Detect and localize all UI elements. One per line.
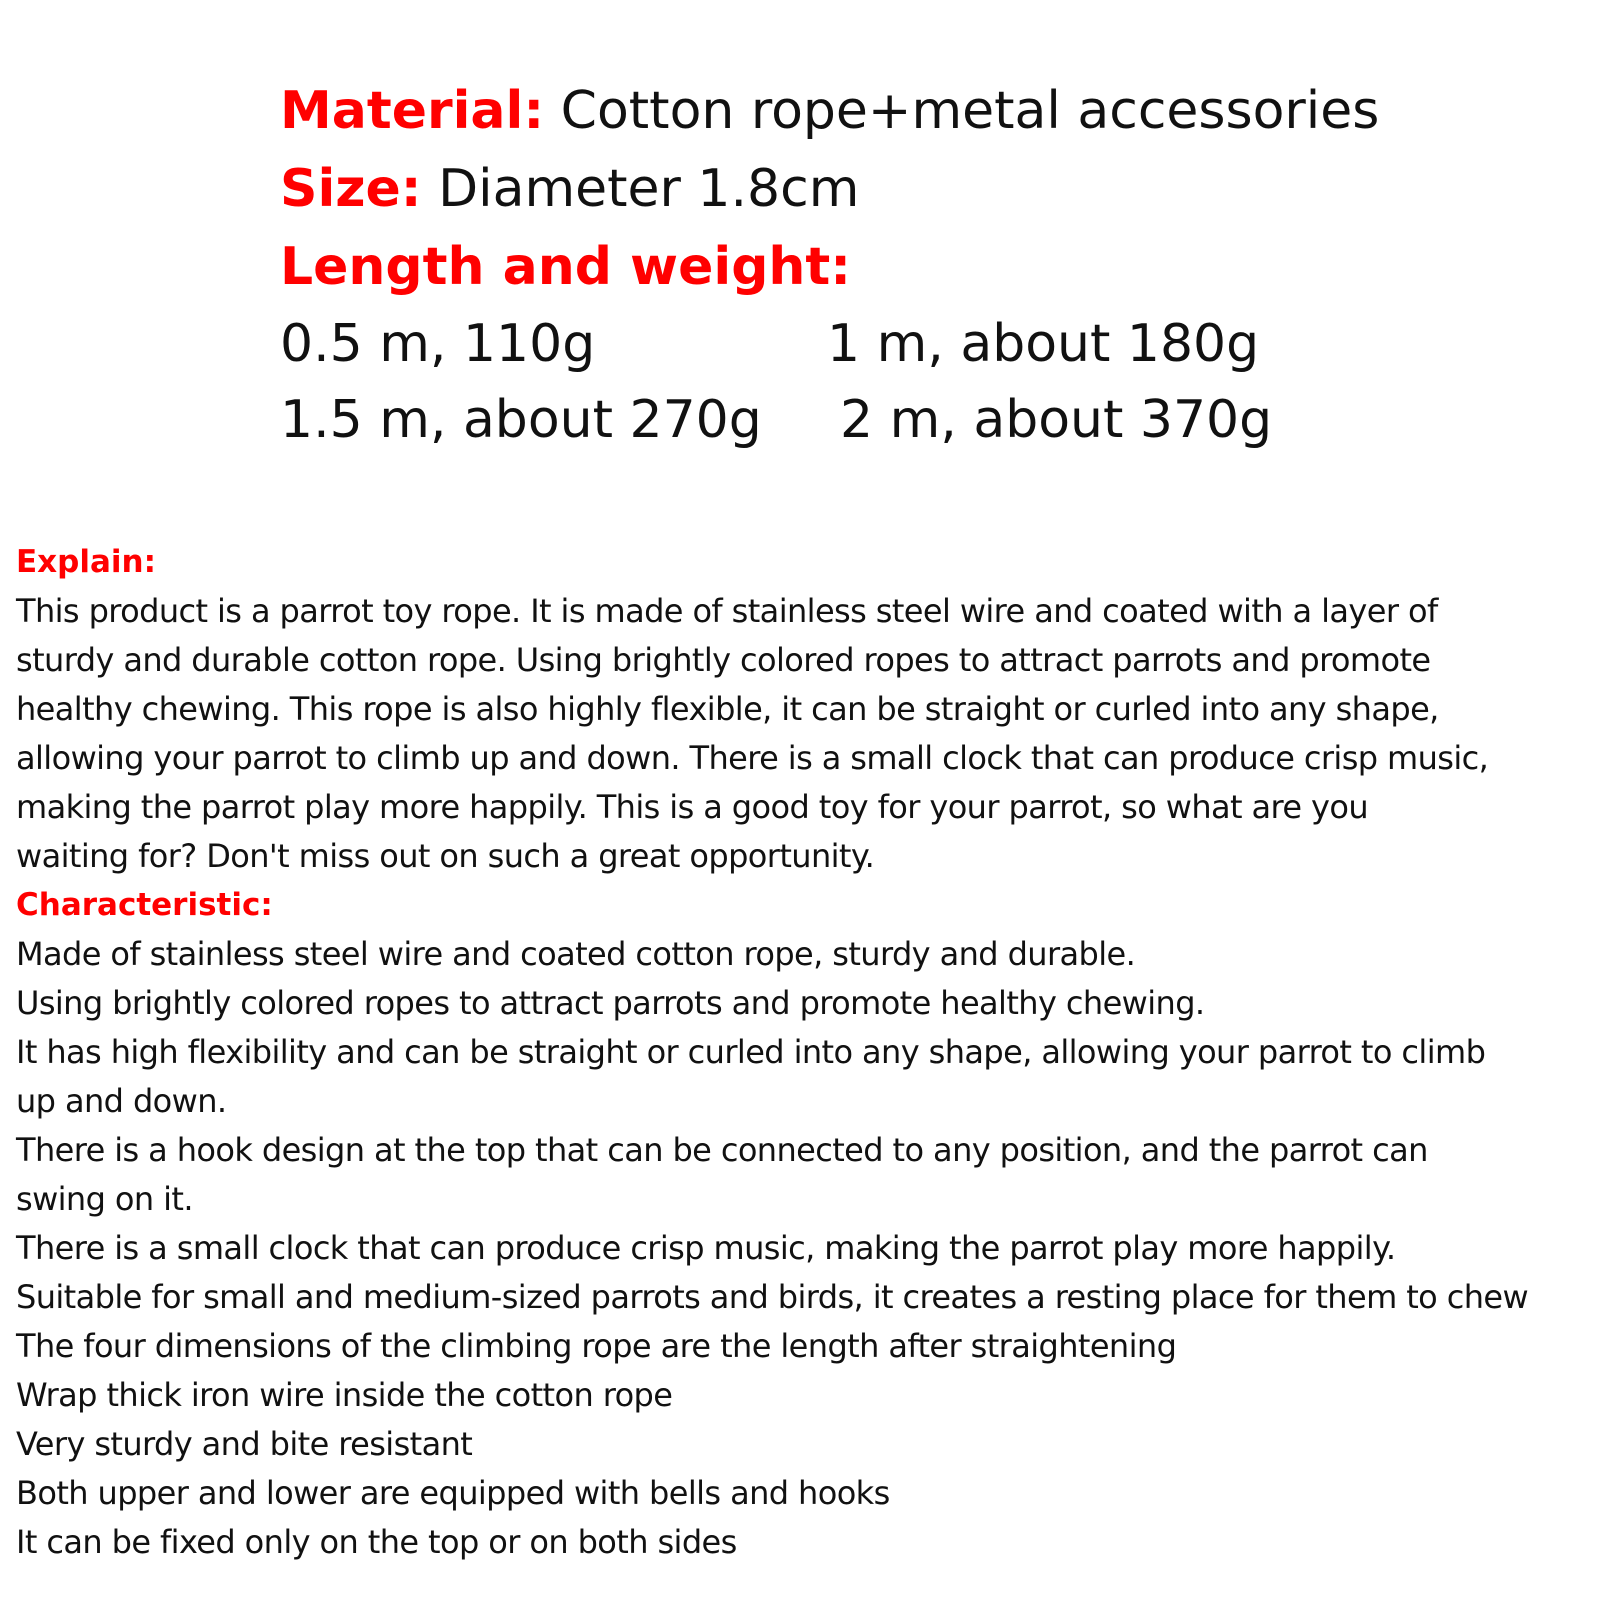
length-weight-heading-line: [280, 228, 1520, 306]
characteristic-line: Suitable for small and medium-sized parrots and birds, it creates a resting place for them to chew: [16, 1278, 1529, 1316]
explain-line: waiting for? Don't miss out on such a great opportunity.: [16, 837, 875, 875]
length-weight-cell: 2 m, about 370g: [840, 390, 1273, 450]
characteristic-line: Made of stainless steel wire and coated cotton rope, sturdy and durable.: [16, 935, 1136, 973]
size-line: [280, 150, 1520, 228]
characteristic-line: Wrap thick iron wire inside the cotton rope: [16, 1376, 673, 1414]
material-value: Cotton rope+metal accessories: [544, 81, 1380, 141]
characteristic-heading: Characteristic:: [16, 887, 273, 923]
characteristic-line: Using brightly colored ropes to attract parrots and promote healthy chewing.: [16, 984, 1205, 1022]
explain-heading: Explain:: [16, 544, 156, 580]
length-weight-cell: 1.5 m, about 270g: [280, 390, 762, 450]
length-weight-row: [280, 306, 1520, 382]
description-block: [16, 538, 1592, 1567]
explain-line: This product is a parrot toy rope. It is made of stainless steel wire and coated with a layer of: [16, 592, 1438, 630]
size-value: Diameter 1.8cm: [421, 159, 860, 219]
characteristic-line: The four dimensions of the climbing rope are the length after straightening: [16, 1327, 1177, 1365]
length-weight-label: Length and weight:: [280, 237, 852, 297]
characteristic-line: Both upper and lower are equipped with bells and hooks: [16, 1474, 890, 1512]
length-weight-cell: 1 m, about 180g: [827, 314, 1260, 374]
length-weight-row: [280, 382, 1520, 458]
explain-line: allowing your parrot to climb up and down. There is a small clock that can produce crisp music,: [16, 739, 1489, 777]
size-label: Size:: [280, 159, 422, 219]
material-label: Material:: [280, 81, 545, 141]
characteristic-line: It can be fixed only on the top or on both sides: [16, 1523, 737, 1561]
explain-line: healthy chewing. This rope is also highly flexible, it can be straight or curled into any shape,: [16, 690, 1439, 728]
explain-line: sturdy and durable cotton rope. Using brightly colored ropes to attract parrots and promote: [16, 641, 1431, 679]
characteristic-line: Very sturdy and bite resistant: [16, 1425, 473, 1463]
characteristic-line: swing on it.: [16, 1180, 193, 1218]
length-weight-cell: 0.5 m, 110g: [280, 314, 596, 374]
characteristic-line: It has high flexibility and can be straight or curled into any shape, allowing your parrot to climb: [16, 1033, 1486, 1071]
spec-block: [280, 72, 1520, 458]
material-line: [280, 72, 1520, 150]
characteristic-line: There is a hook design at the top that can be connected to any position, and the parrot can: [16, 1131, 1428, 1169]
explain-line: making the parrot play more happily. This is a good toy for your parrot, so what are you: [16, 788, 1369, 826]
characteristic-line: up and down.: [16, 1082, 227, 1120]
characteristic-line: There is a small clock that can produce crisp music, making the parrot play more happily.: [16, 1229, 1396, 1267]
